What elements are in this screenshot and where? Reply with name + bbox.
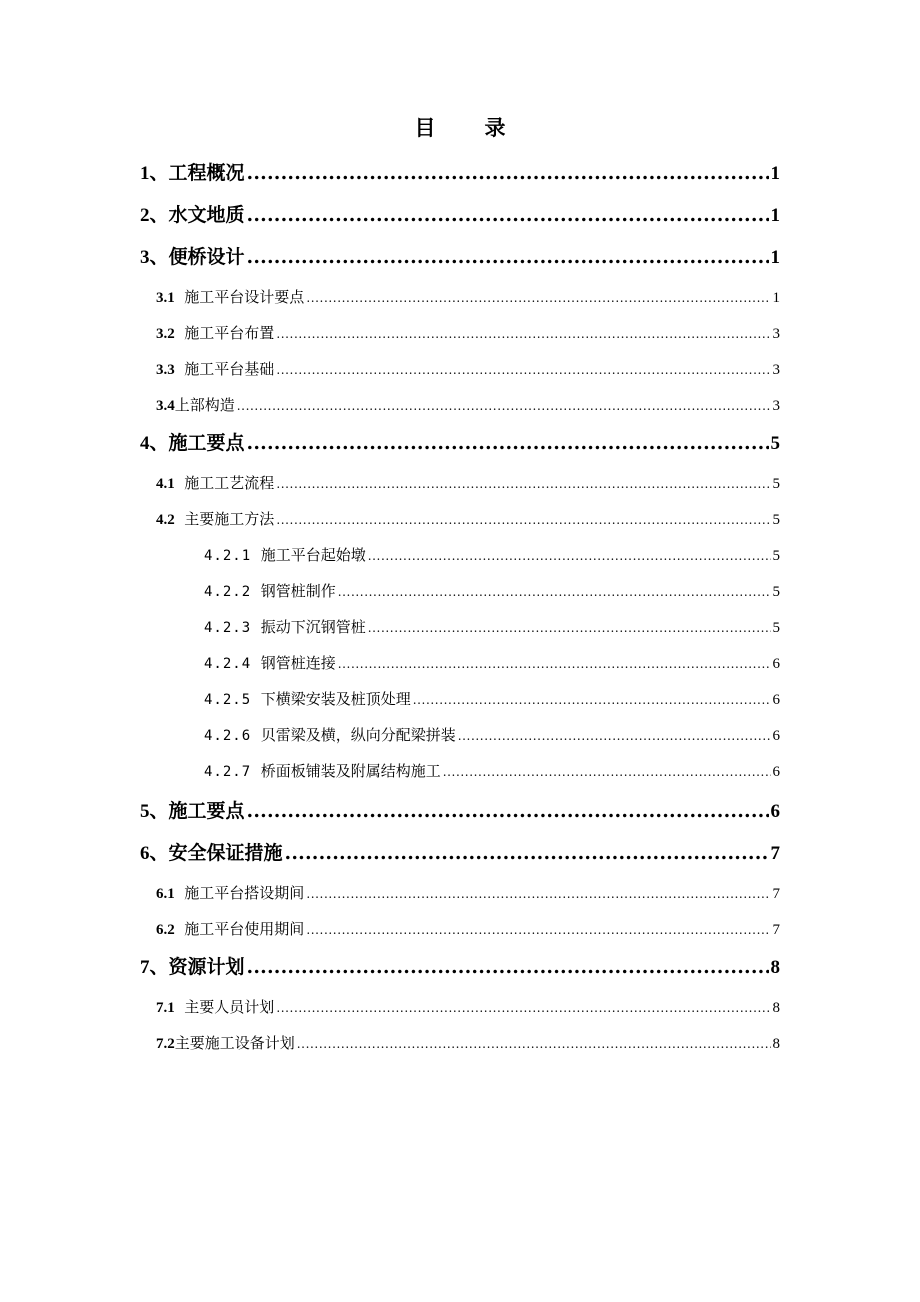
toc-entry[interactable] (156, 882, 780, 903)
toc-entry-page: 1 (770, 205, 780, 226)
toc-entry-page: 7 (772, 886, 780, 902)
toc-title: 目 录 (414, 115, 520, 140)
toc-entry[interactable] (204, 580, 780, 601)
toc-entry[interactable] (204, 544, 780, 565)
toc-entry-text: 钢管桩制作 (260, 582, 336, 600)
toc-entry[interactable] (140, 952, 780, 979)
toc-entry-page: 3 (772, 326, 780, 342)
toc-entry-number: 4.2.6 (204, 728, 252, 744)
toc-entry-page: 8 (772, 1000, 780, 1016)
toc-entry-number: 6、 (140, 843, 169, 864)
toc-entry-number: 6.2 (156, 922, 175, 938)
toc-entry-label (140, 200, 245, 227)
toc-entry-page: 5 (772, 620, 780, 636)
toc-entry[interactable] (156, 394, 780, 415)
dot-leader (306, 291, 770, 305)
toc-entry-text: 施工平台起始墩 (260, 546, 366, 564)
toc-entry-text: 资源计划 (168, 956, 245, 978)
toc-entry-number: 3.1 (156, 290, 175, 306)
toc-entry-text: 便桥设计 (168, 246, 245, 268)
toc-entry-label (140, 242, 245, 269)
dot-leader (247, 204, 769, 226)
toc-entry-page: 1 (772, 290, 780, 306)
toc-entry-label (156, 882, 304, 903)
toc-entry-label (204, 652, 336, 673)
toc-entry-page: 8 (770, 957, 780, 978)
toc-entry-label (156, 472, 274, 493)
toc-entry-page: 5 (770, 433, 780, 454)
toc-entry-label (140, 428, 245, 455)
toc-entry-label (204, 544, 366, 565)
dot-leader (368, 549, 771, 563)
toc-entry-page: 7 (770, 843, 780, 864)
toc-entry-number: 4.2.2 (204, 584, 252, 600)
toc-entry-page: 6 (772, 728, 780, 744)
toc-entry-number: 4.2.4 (204, 656, 252, 672)
toc-entry-text: 施工平台设计要点 (184, 288, 305, 306)
dot-leader (247, 432, 769, 454)
toc-entry[interactable] (140, 796, 780, 823)
toc-entry[interactable] (204, 616, 780, 637)
toc-entry-label (156, 286, 304, 307)
dot-leader (413, 693, 771, 707)
toc-entry[interactable] (156, 918, 780, 939)
toc-entry-text: 施工平台布置 (184, 324, 275, 342)
toc-entry-text: 桥面板铺装及附属结构施工 (260, 762, 441, 780)
toc-entry-page: 5 (772, 512, 780, 528)
toc-entry-text: 安全保证措施 (168, 842, 283, 864)
toc-entry-text: 施工工艺流程 (184, 474, 275, 492)
toc-entry-text: 主要人员计划 (184, 998, 275, 1016)
dot-leader (285, 842, 769, 864)
toc-entry-label (204, 724, 456, 745)
toc-entry-text: 施工平台基础 (184, 360, 275, 378)
toc-entry-text: 施工要点 (168, 800, 245, 822)
toc-entry[interactable] (156, 1032, 780, 1053)
toc-entry-text: 振动下沉钢管桩 (260, 618, 366, 636)
dot-leader (276, 477, 770, 491)
toc-entry-text: 施工平台使用期间 (184, 920, 305, 938)
toc-entry[interactable] (140, 838, 780, 865)
toc-entry-label (156, 508, 274, 529)
dot-leader (306, 887, 770, 901)
toc-entry-text: 施工平台搭设期间 (184, 884, 305, 902)
dot-leader (247, 162, 769, 184)
toc-entry-number: 3.4 (156, 398, 175, 414)
toc-entry-page: 1 (770, 247, 780, 268)
toc-entry-text: 下横梁安装及桩顶处理 (260, 690, 411, 708)
toc-entry-number: 3.2 (156, 326, 175, 342)
dot-leader (338, 657, 771, 671)
toc-entry-text: 水文地质 (168, 204, 245, 226)
toc-entry[interactable] (156, 996, 780, 1017)
toc-entry-number: 7.1 (156, 1000, 175, 1016)
dot-leader (276, 513, 770, 527)
toc-entry-number: 6.1 (156, 886, 175, 902)
toc-entry[interactable] (156, 322, 780, 343)
toc-entry-label (204, 580, 336, 601)
toc-entry-page: 6 (772, 692, 780, 708)
toc-entry[interactable] (140, 158, 780, 185)
toc-entry[interactable] (140, 428, 780, 455)
toc-entry[interactable] (204, 688, 780, 709)
dot-leader (237, 399, 771, 413)
toc-entry-label (156, 996, 274, 1017)
toc-entry-label (204, 760, 441, 781)
toc-entry-page: 6 (772, 764, 780, 780)
dot-leader (276, 363, 770, 377)
dot-leader (297, 1037, 771, 1051)
toc-entry[interactable] (204, 760, 780, 781)
dot-leader (306, 923, 770, 937)
dot-leader (368, 621, 771, 635)
toc-entry-page: 6 (770, 801, 780, 822)
dot-leader (276, 1001, 770, 1015)
toc-entry[interactable] (204, 724, 780, 745)
toc-entry-page: 5 (772, 548, 780, 564)
toc-entry-label (140, 796, 245, 823)
toc-entry-label (140, 838, 283, 865)
toc-entry-number: 7.2 (156, 1036, 175, 1052)
dot-leader (276, 327, 770, 341)
toc-entry-page: 8 (772, 1036, 780, 1052)
toc-entry-label (156, 918, 304, 939)
toc-entry-text: 主要施工设备计划 (174, 1034, 295, 1052)
toc-entry-page: 3 (772, 398, 780, 414)
toc-entry-text: 钢管桩连接 (260, 654, 336, 672)
toc-entry-label (204, 616, 366, 637)
toc-entry-number: 2、 (140, 205, 169, 226)
toc-entry-label (140, 952, 245, 979)
toc-entry[interactable] (156, 472, 780, 493)
toc-entry[interactable] (156, 286, 780, 307)
toc-entry[interactable] (156, 508, 780, 529)
toc-entry[interactable] (140, 200, 780, 227)
dot-leader (443, 765, 771, 779)
dot-leader (247, 956, 769, 978)
toc-entry-number: 4、 (140, 433, 169, 454)
toc-entry-page: 7 (772, 922, 780, 938)
toc-entry-label (156, 358, 274, 379)
dot-leader (458, 729, 771, 743)
toc-entry-number: 4.1 (156, 476, 175, 492)
toc-entry-page: 5 (772, 476, 780, 492)
toc-entry-number: 1、 (140, 163, 169, 184)
toc-entry-number: 4.2.5 (204, 692, 252, 708)
toc-entry-page: 1 (770, 163, 780, 184)
toc-entry-label (156, 1032, 295, 1053)
toc-entry-text: 上部构造 (174, 396, 235, 414)
toc-entry-number: 7、 (140, 957, 169, 978)
toc-entry[interactable] (140, 242, 780, 269)
toc-entry-number: 4.2 (156, 512, 175, 528)
toc-entry-number: 3.3 (156, 362, 175, 378)
toc-entry-text: 工程概况 (168, 162, 245, 184)
dot-leader (247, 800, 769, 822)
toc-entry-label (156, 322, 274, 343)
toc-entry-label (156, 394, 235, 415)
toc-entry-label (204, 688, 411, 709)
toc-entry-text: 主要施工方法 (184, 510, 275, 528)
toc-entry-number: 5、 (140, 801, 169, 822)
toc-entry-text: 贝雷梁及横，纵向分配梁拼装 (260, 726, 456, 744)
toc-entry-label (140, 158, 245, 185)
toc-entry[interactable] (156, 358, 780, 379)
toc-entry-number: 4.2.7 (204, 764, 252, 780)
toc-entry-number: 4.2.1 (204, 548, 252, 564)
dot-leader (338, 585, 771, 599)
toc-entry-page: 3 (772, 362, 780, 378)
toc-entry-number: 4.2.3 (204, 620, 252, 636)
toc-entry-page: 6 (772, 656, 780, 672)
toc-entry-number: 3、 (140, 247, 169, 268)
dot-leader (247, 246, 769, 268)
toc-entry-page: 5 (772, 584, 780, 600)
toc-entry-text: 施工要点 (168, 432, 245, 454)
toc-entry[interactable] (204, 652, 780, 673)
